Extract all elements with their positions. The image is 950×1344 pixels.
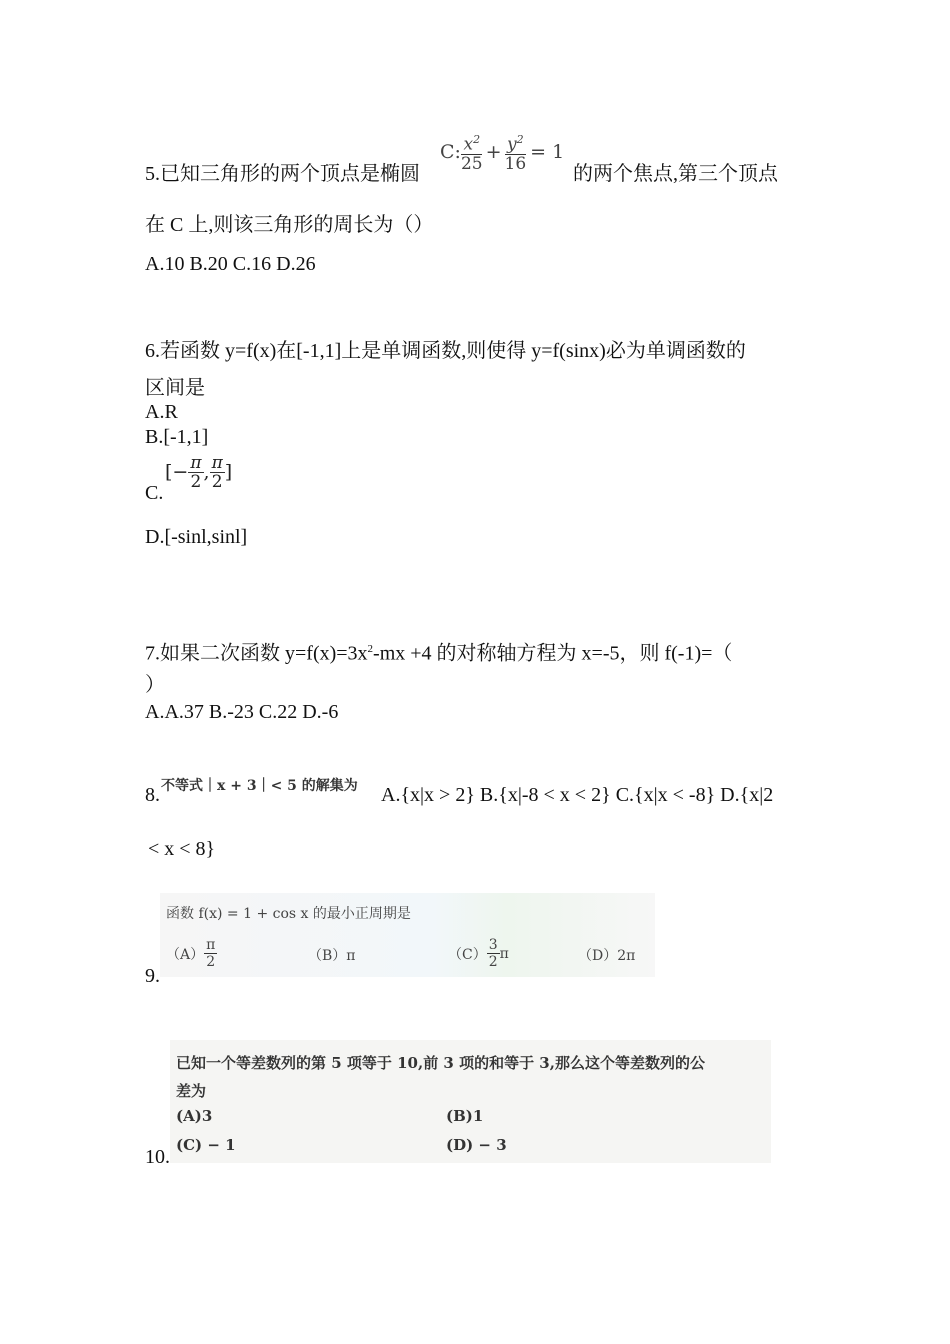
q10-option-c: (C) − 1 [176, 1136, 236, 1154]
q9-c-num: 3 [488, 937, 498, 953]
q10-number: 10. [145, 1146, 170, 1168]
q9-a-frac [204, 937, 217, 970]
ellipse-y-frac: $\frac{y^2}{16}$ [504, 133, 527, 174]
c-close: ] [224, 461, 233, 483]
q9-c-den: 2 [488, 954, 498, 970]
q7-line1-a: 7.如果二次函数 y=f(x)=3x [145, 642, 368, 665]
q9-c-label: （C） [448, 946, 487, 963]
q7-line1 [145, 637, 732, 666]
q10-question-image [170, 1040, 771, 1163]
q7-line2: ） [145, 674, 165, 696]
c-frac1 [188, 454, 203, 491]
q9-c-suffix: π [499, 945, 509, 962]
ellipse-equals: = 1 [530, 141, 565, 163]
q9-stem: 函数 f(x) = 1 + cos x 的最小正周期是 [166, 906, 411, 922]
q5-prefix: 5.已知三角形的两个顶点是椭圆 [145, 163, 420, 185]
q10-option-d: (D) − 3 [446, 1136, 507, 1154]
c-pi1: π [190, 452, 202, 473]
ellipse-y-den: 16 [504, 153, 527, 174]
q9-c-frac [487, 937, 500, 970]
q7-line1-b: -mx +4 的对称轴方程为 x=-5，则 f(-1)=（ [373, 642, 733, 665]
c-two1: 2 [190, 471, 202, 492]
q9-option-b: （B）π [308, 948, 356, 964]
q6-option-c-label: C. [145, 482, 164, 504]
q8-options-line2: < x < 8} [148, 838, 216, 860]
c-two2: 2 [211, 471, 223, 492]
q8-options-line1: A.{x|x > 2} B.{x|-8 < x < 2} C.{x|x < -8} D.{x|2 [381, 784, 774, 806]
q9-option-c [448, 937, 509, 970]
q6-option-b: B.[-1,1] [145, 426, 209, 448]
q6-line2: 区间是 [145, 377, 205, 399]
q9-a-den: 2 [206, 954, 216, 970]
q5-line2: 在 C 上,则该三角形的周长为（） [145, 214, 434, 236]
q6-option-c-math [165, 448, 232, 496]
q10-option-a: (A)3 [176, 1107, 213, 1125]
ellipse-x: x [463, 134, 474, 155]
q6-option-d: D.[-sinl,sinl] [145, 526, 248, 548]
q6-line1: 6.若函数 y=f(x)在[-1,1]上是单调函数,则使得 y=f(sinx)必为单调函数的 [145, 340, 746, 362]
q9-number: 9. [145, 965, 160, 987]
q8-number: 8. [145, 784, 160, 806]
q10-option-b: (B)1 [446, 1107, 484, 1125]
c-comma: , [203, 461, 210, 483]
q5-ellipse-formula [440, 128, 570, 176]
ellipse-x-den: 25 [460, 153, 483, 174]
q5-options: A.10 B.20 C.16 D.26 [145, 253, 316, 275]
q7-options: A.A.37 B.-23 C.22 D.-6 [145, 701, 339, 723]
ellipse-x-frac: $\frac{x^2}{25}$ [460, 133, 483, 174]
q5-line1 [145, 162, 420, 186]
q5-suffix: 的两个焦点,第三个顶点 [573, 163, 778, 185]
c-frac2 [210, 454, 225, 491]
q9-question-image [160, 893, 655, 977]
ellipse-y: y [507, 134, 517, 155]
q8-inequality-image: 不等式｜x + 3｜< 5 的解集为 [161, 778, 358, 794]
q10-stem1: 已知一个等差数列的第 5 项等于 10,前 3 项的和等于 3,那么这个等差数列的公 [176, 1054, 705, 1072]
q9-option-d: （D）2π [578, 948, 636, 964]
c-pi2: π [211, 452, 223, 473]
q7-sup: 2 [367, 643, 374, 655]
q10-stem2: 差为 [176, 1082, 207, 1100]
q9-a-num: π [206, 937, 216, 953]
q9-a-label: （A） [166, 946, 205, 963]
c-open: [− [165, 461, 189, 483]
ellipse-plus: + [485, 141, 502, 163]
ellipse-c-label: C: [440, 141, 461, 163]
q9-option-a [166, 937, 217, 970]
q6-option-a: A.R [145, 401, 178, 423]
